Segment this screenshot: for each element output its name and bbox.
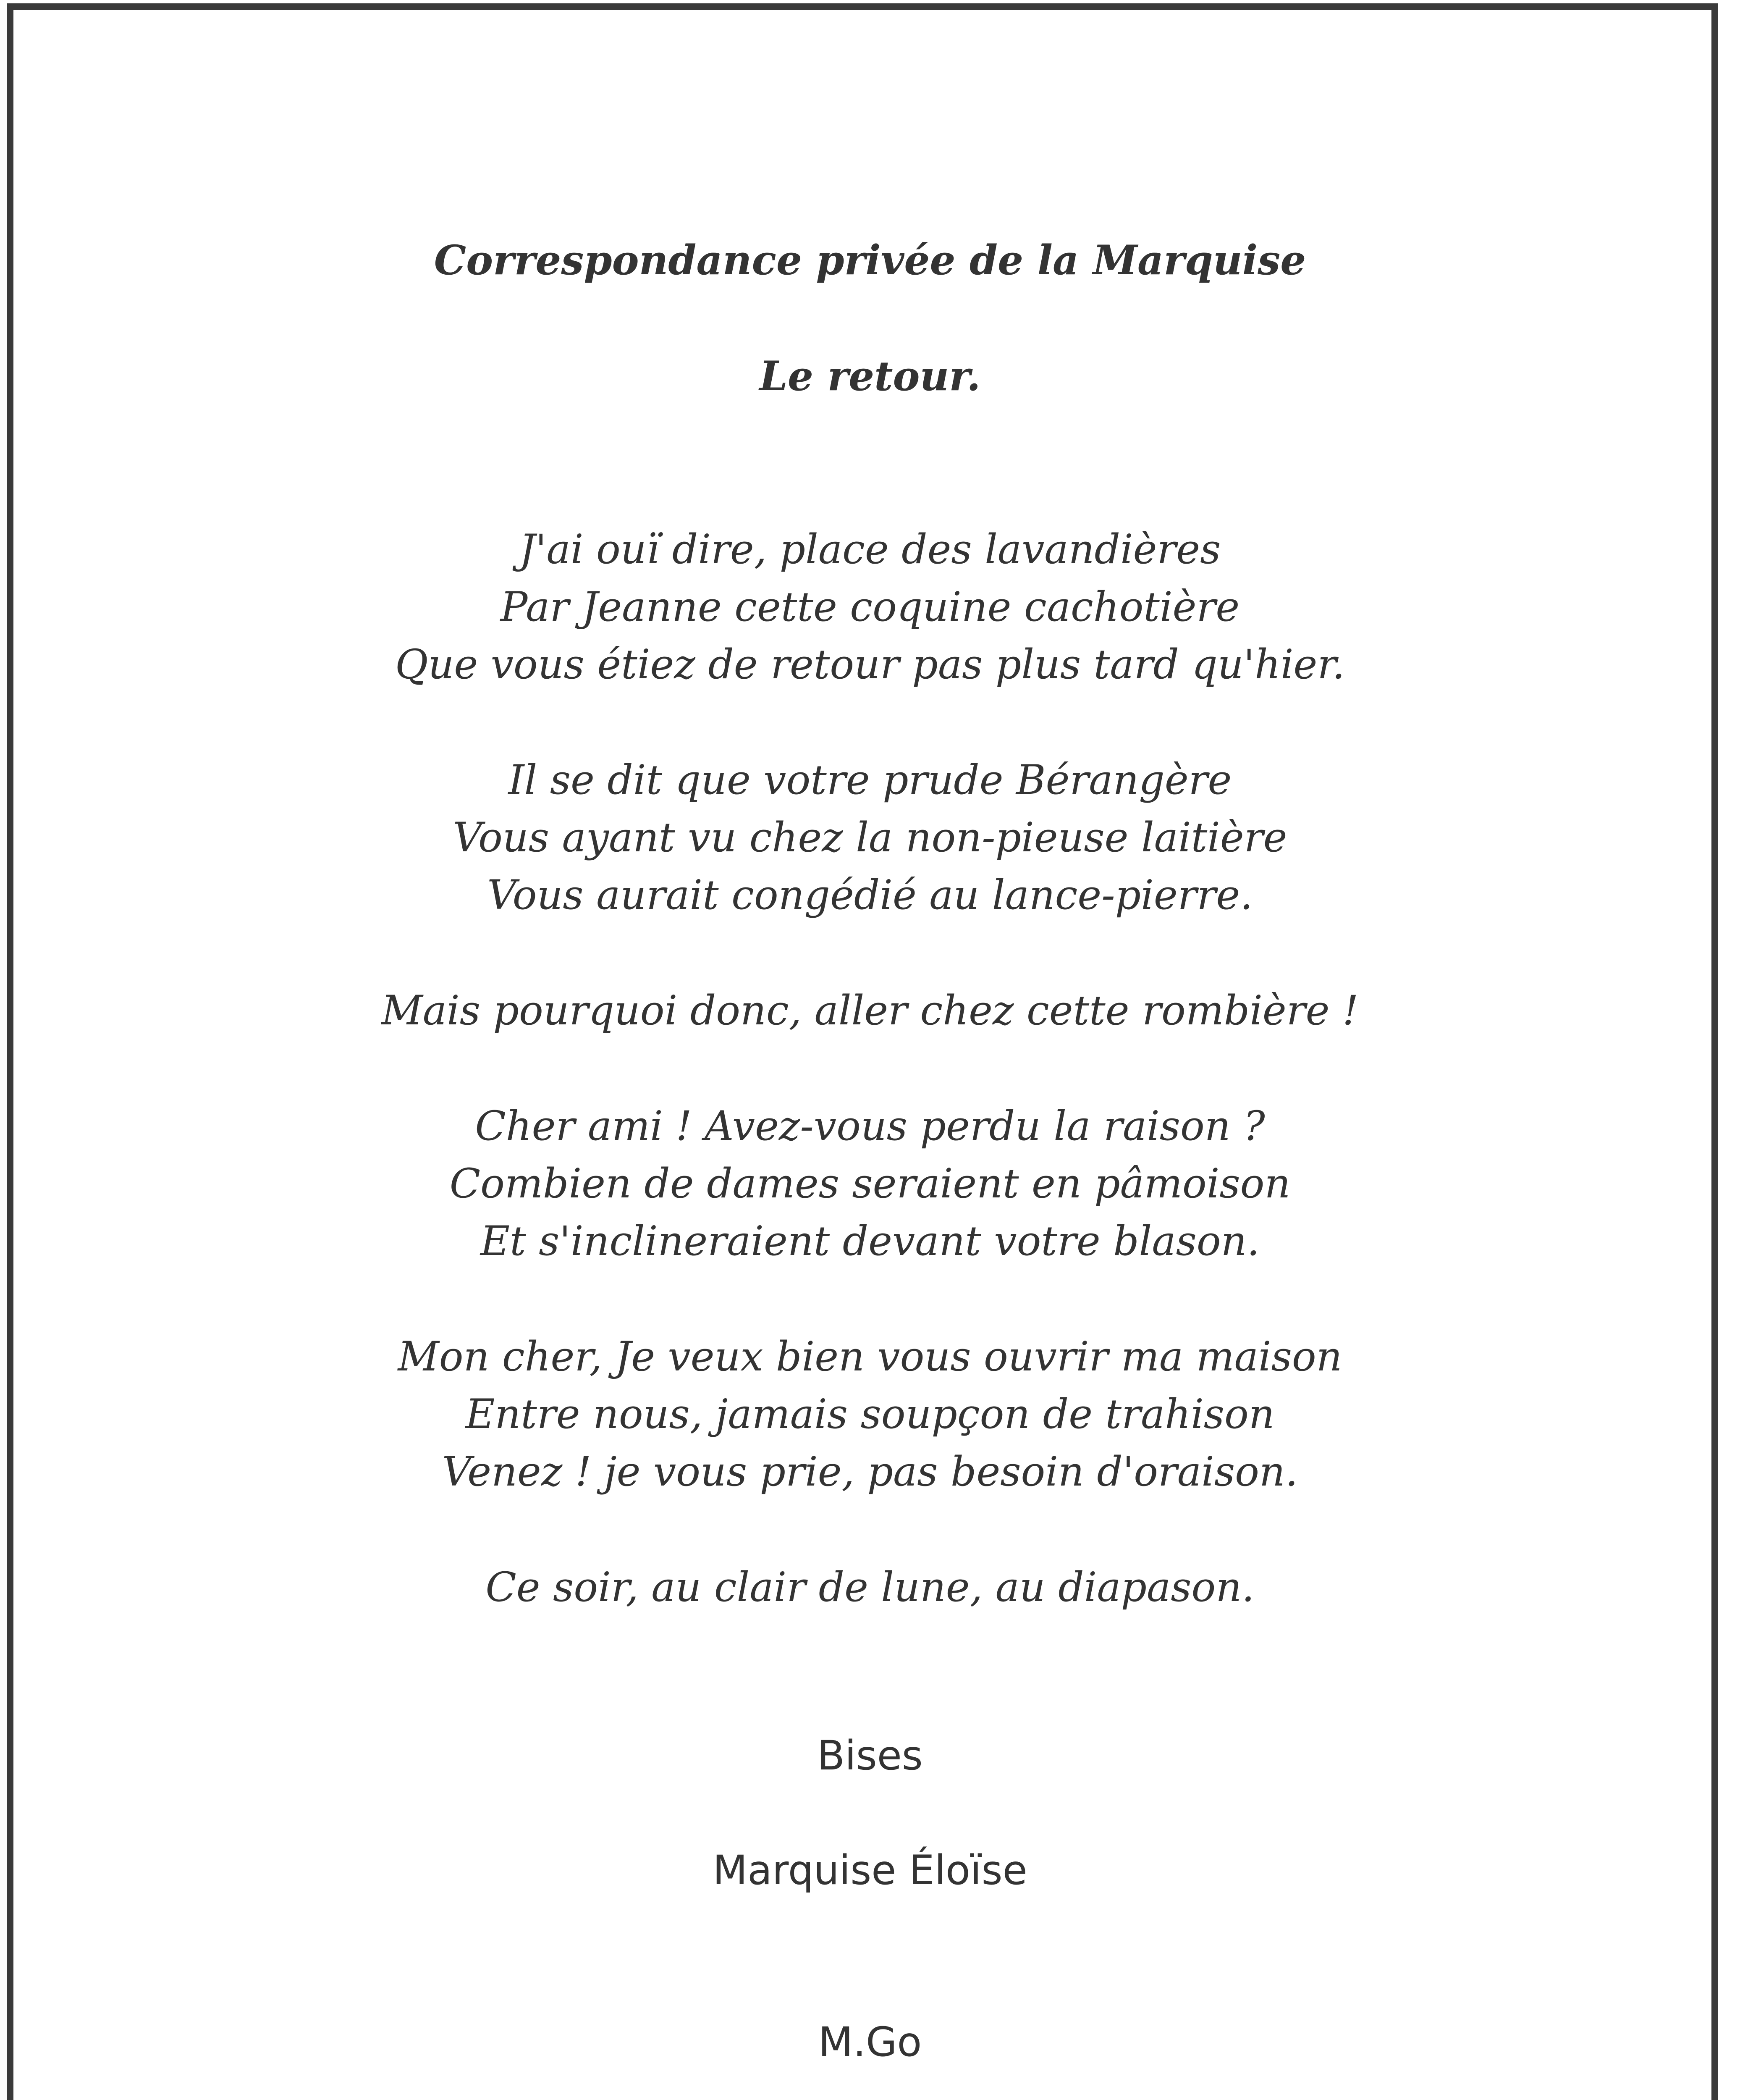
poem-line: Mon cher, Je veux bien vous ouvrir ma maison (398, 1333, 1342, 1380)
author-initials: M.Go (818, 2019, 922, 2066)
poem (0, 521, 1740, 1674)
letter-title: Correspondance privée de la Marquise (434, 236, 1306, 284)
poem-line: Que vous étiez de retour pas plus tard qu'hier. (395, 641, 1345, 688)
closing-text: Bises (817, 1732, 923, 1779)
poem-line: Entre nous, jamais soupçon de trahison (465, 1391, 1275, 1438)
stanza-1 (0, 521, 1740, 693)
poem-line: J'ai ouï dire, place des lavandières (519, 526, 1221, 573)
stanza-5 (0, 1328, 1740, 1501)
stanza-2 (0, 751, 1740, 924)
poem-line: Vous ayant vu chez la non-pieuse laitière (453, 814, 1287, 861)
poem-line: Cher ami ! Avez-vous perdu la raison ? (475, 1102, 1265, 1150)
poem-line: Vous aurait congédié au lance-pierre. (487, 872, 1253, 919)
stanza-6 (0, 1559, 1740, 1616)
signature: Marquise Éloïse (713, 1847, 1027, 1894)
poem-line: Ce soir, au clair de lune, au diapason. (485, 1564, 1255, 1611)
stanza-4 (0, 1097, 1740, 1270)
poem-line: Combien de dames seraient en pâmoison (449, 1160, 1291, 1207)
stanza-3 (0, 982, 1740, 1040)
poem-line: Il se dit que votre prude Bérangère (508, 756, 1232, 803)
poem-line: Mais pourquoi donc, aller chez cette rombière ! (381, 987, 1359, 1034)
letter-subtitle: Le retour. (759, 352, 981, 400)
poem-line: Par Jeanne cette coquine cachotière (500, 583, 1240, 630)
poem-line: Et s'inclineraient devant votre blason. (480, 1218, 1260, 1265)
poem-line: Venez ! je vous prie, pas besoin d'oraison. (442, 1448, 1298, 1495)
